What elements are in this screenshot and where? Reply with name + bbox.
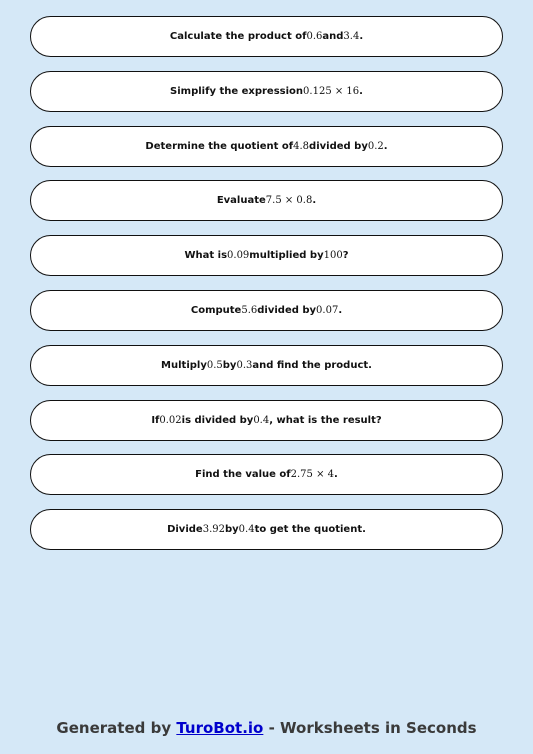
question-text: .: [383, 140, 388, 152]
question-text: to get the quotient.: [254, 524, 366, 536]
question-text: If: [151, 414, 160, 426]
math-expression: 2.75 × 4: [290, 469, 335, 481]
question-text: is divided by: [181, 414, 254, 426]
math-expression: 5.6: [241, 304, 258, 316]
question-text: .: [359, 85, 363, 97]
question-card: [30, 400, 503, 441]
question-text: divided by: [257, 304, 317, 316]
math-expression: 7.5 × 0.8: [265, 195, 313, 207]
question-text: ?: [342, 250, 349, 262]
question-text: .: [338, 304, 343, 316]
question-card: [30, 509, 503, 550]
turobot-link[interactable]: TuroBot.io: [176, 719, 264, 737]
math-expression: 0.07: [316, 304, 339, 316]
question-text: multiplied by: [249, 250, 324, 262]
question-card: [30, 454, 503, 495]
question-card: [30, 290, 503, 331]
question-text: divided by: [309, 140, 368, 152]
question-card: [30, 71, 503, 112]
math-expression: 0.2: [367, 140, 384, 152]
math-expression: 0.125 × 16: [303, 85, 360, 97]
math-expression: 4.8: [293, 140, 310, 152]
question-text: by: [224, 524, 239, 536]
footer-prefix: Generated by: [56, 719, 177, 737]
math-expression: 0.4: [253, 414, 270, 426]
question-text: Compute: [190, 304, 242, 316]
question-text: .: [359, 31, 364, 42]
question-text: Calculate the product of: [169, 31, 307, 42]
question-text: by: [222, 359, 237, 371]
question-card: [30, 235, 503, 276]
question-text: Divide: [167, 524, 203, 536]
question-list: [30, 16, 503, 564]
question-text: Determine the quotient of: [145, 140, 294, 152]
question-card: [30, 345, 503, 386]
question-card: [30, 126, 503, 167]
question-text: and find the product.: [252, 359, 372, 371]
question-text: .: [312, 195, 317, 207]
question-text: What is: [184, 250, 228, 262]
question-text: , what is the result?: [269, 414, 382, 426]
math-expression: 0.4: [238, 524, 255, 536]
math-expression: 0.02: [159, 414, 182, 426]
math-expression: 3.92: [202, 524, 225, 536]
question-card: [30, 180, 503, 221]
math-expression: 0.09: [227, 250, 250, 262]
question-text: Evaluate: [216, 195, 266, 207]
math-expression: 3.4: [343, 31, 360, 42]
question-text: Find the value of: [195, 469, 291, 481]
math-expression: 0.6: [306, 31, 323, 42]
question-card: [30, 16, 503, 57]
question-text: Simplify the expression: [170, 85, 304, 97]
math-expression: 0.3: [236, 359, 253, 371]
footer: [0, 719, 533, 737]
question-text: and: [322, 31, 344, 42]
math-expression: 0.5: [206, 359, 223, 371]
footer-suffix: - Worksheets in Seconds: [263, 719, 477, 737]
question-text: .: [334, 469, 338, 481]
math-expression: 100: [323, 250, 343, 262]
question-text: Multiply: [161, 359, 207, 371]
